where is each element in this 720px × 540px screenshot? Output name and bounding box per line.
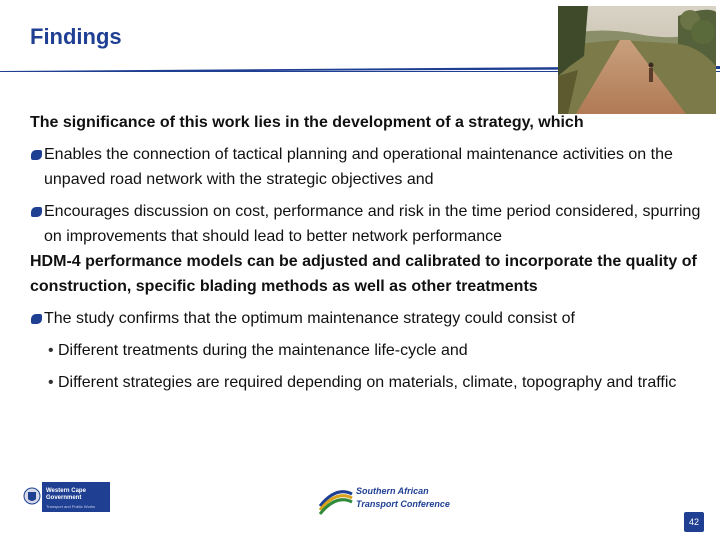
road-photo xyxy=(558,6,716,114)
bullet-item xyxy=(30,199,702,249)
bullet-text: Encourages discussion on cost, performance and risk in the time period considered, spurring on improvements that should lead to better network performance xyxy=(44,203,701,245)
bullet-text: Enables the connection of tactical planning and operational maintenance activities on the unpaved road network with the strategic objectives and xyxy=(44,146,673,188)
slide-body xyxy=(30,110,702,395)
svg-text:Southern African: Southern African xyxy=(356,486,429,496)
bullet-item xyxy=(30,306,702,331)
sub-bullet-item xyxy=(30,338,702,363)
sub-bullet-dot-icon: • xyxy=(48,374,54,391)
western-cape-government-logo xyxy=(22,482,110,512)
page-number-badge: 42 xyxy=(684,512,704,532)
bullet-text: The study confirms that the optimum maintenance strategy could consist of xyxy=(44,310,575,327)
svg-text:Government: Government xyxy=(46,495,82,501)
paragraph: The significance of this work lies in the development of a strategy, which xyxy=(30,114,584,131)
bullet-marker-icon xyxy=(31,207,42,217)
sub-bullet-text: Different treatments during the maintenance life-cycle and xyxy=(58,342,468,359)
svg-text:Transport and Public Works: Transport and Public Works xyxy=(46,504,96,509)
sub-bullet-dot-icon: • xyxy=(48,342,54,359)
southern-african-transport-conference-logo xyxy=(318,480,450,514)
slide-title: Findings xyxy=(30,24,122,49)
bullet-item xyxy=(30,142,702,192)
paragraph: HDM-4 performance models can be adjusted and calibrated to incorporate the quality of construction, specific blading methods as well as other treatments xyxy=(30,253,697,295)
svg-text:Transport Conference: Transport Conference xyxy=(356,499,450,509)
bullet-marker-icon xyxy=(31,150,42,160)
svg-text:Western Cape: Western Cape xyxy=(46,488,86,494)
sub-bullet-text: Different strategies are required depending on materials, climate, topography and traffic xyxy=(58,374,677,391)
sub-bullet-item xyxy=(30,370,702,395)
bullet-marker-icon xyxy=(31,314,42,324)
